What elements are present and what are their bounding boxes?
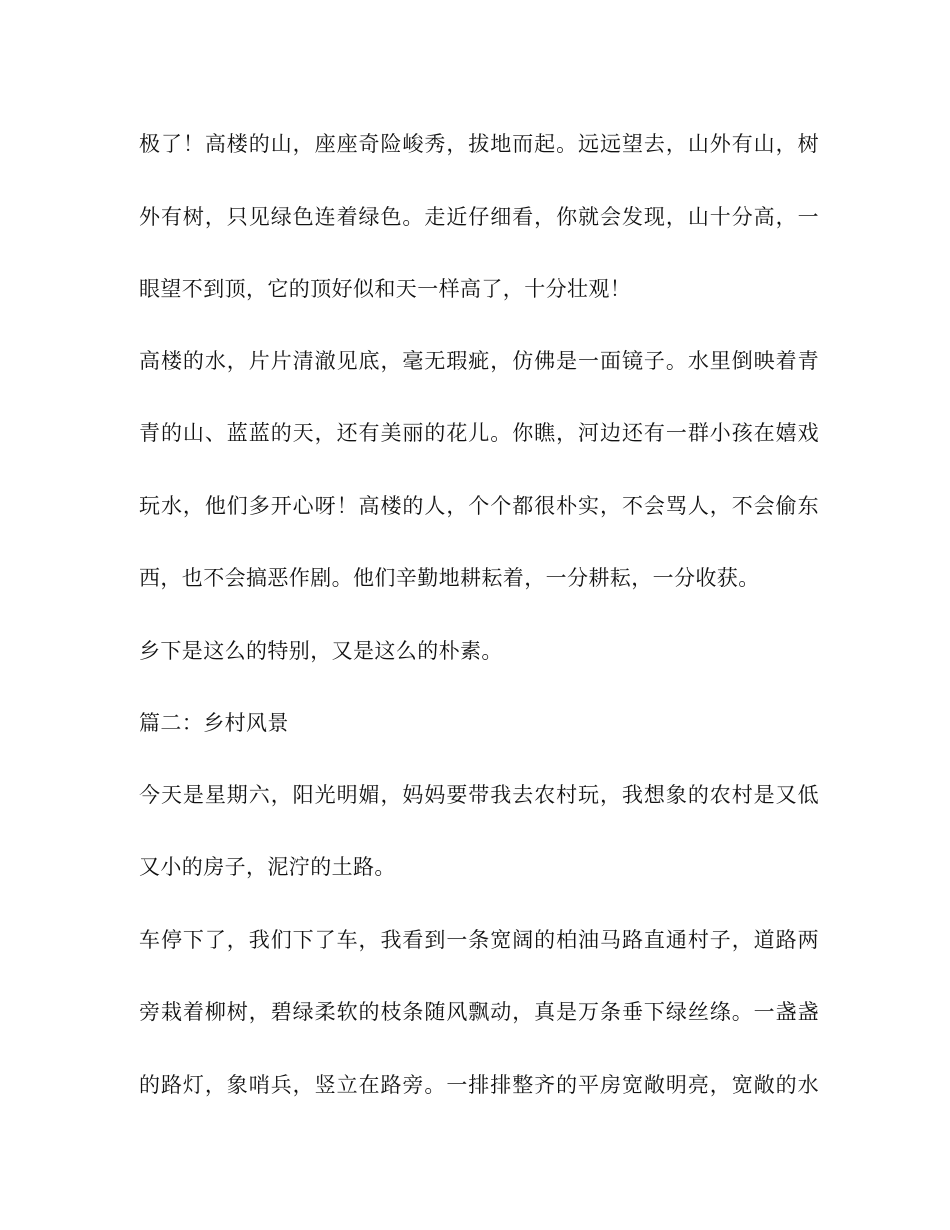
text-line: 又小的房子，泥泞的土路。 (139, 855, 396, 879)
text-line: 高楼的水，片片清澈见底，毫无瑕疵，仿佛是一面镜子。水里倒映着青 (139, 349, 819, 373)
text-line: 的路灯，象哨兵，竖立在路旁。一排排整齐的平房宽敞明亮，宽敞的水 (139, 1073, 819, 1097)
text-line: 极了！高楼的山，座座奇险峻秀，拔地而起。远远望去，山外有山，树 (139, 132, 819, 156)
text-line: 乡下是这么的特别，又是这么的朴素。 (139, 639, 503, 663)
text-line: 车停下了，我们下了车，我看到一条宽阔的柏油马路直通村子，道路两 (139, 928, 819, 952)
text-line: 西，也不会搞恶作剧。他们辛勤地耕耘着，一分耕耘，一分收获。 (139, 566, 760, 590)
text-line: 青的山、蓝蓝的天，还有美丽的花儿。你瞧，河边还有一群小孩在嬉戏 (139, 421, 819, 445)
text-line: 旁栽着柳树，碧绿柔软的枝条随风飘动，真是万条垂下绿丝绦。一盏盏 (139, 1000, 819, 1024)
text-line: 玩水，他们多开心呀！高楼的人，个个都很朴实，不会骂人，不会偷东 (139, 494, 819, 518)
text-line: 外有树，只见绿色连着绿色。走近仔细看，你就会发现，山十分高，一 (139, 205, 819, 229)
text-line: 眼望不到顶，它的顶好似和天一样高了，十分壮观！ (139, 277, 632, 301)
section-heading: 篇二：乡村风景 (139, 711, 289, 735)
text-line: 今天是星期六，阳光明媚，妈妈要带我去农村玩，我想象的农村是又低 (139, 783, 819, 807)
